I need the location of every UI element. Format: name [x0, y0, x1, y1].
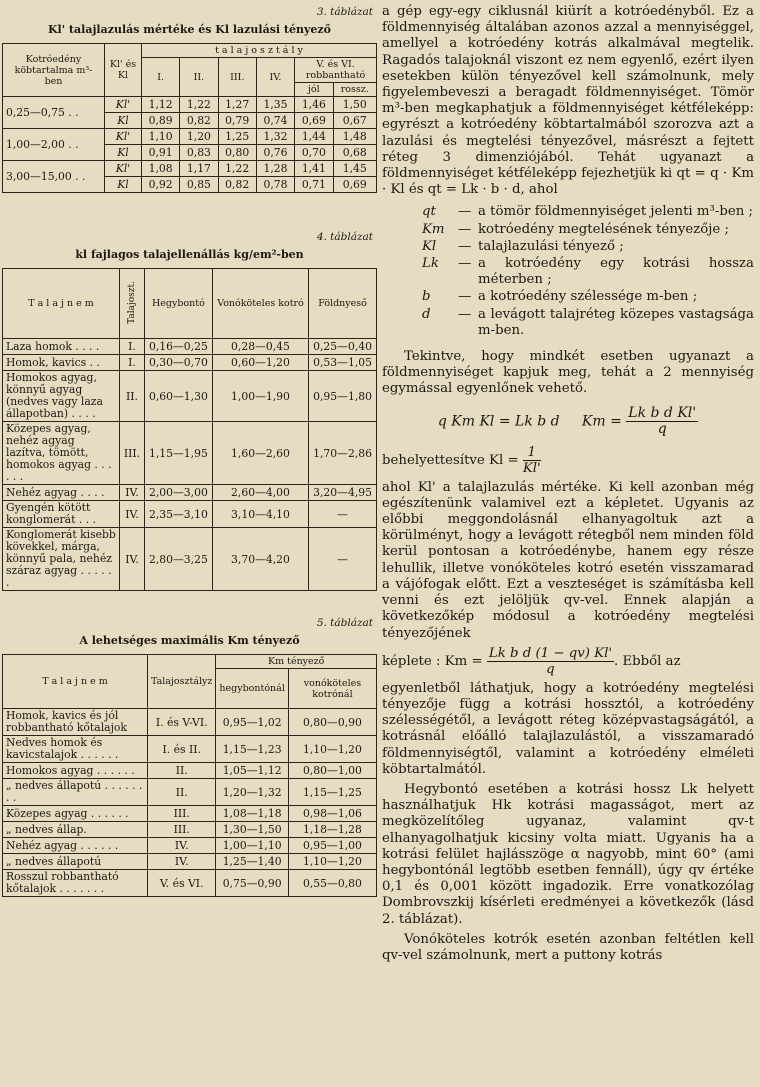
- table-row: [3, 736, 377, 763]
- left-column: [2, 6, 377, 897]
- t3-h-c5b: rossz.: [333, 83, 376, 97]
- t3-value-cell: 1,44: [295, 129, 333, 145]
- t4-soil-cell: Homokos agyag, könnyű agyag (nedves vagy laza állapotban) . . . .: [3, 371, 120, 422]
- formula-1-right-label: Km =: [581, 413, 622, 430]
- t5-class-cell: IV.: [148, 838, 216, 854]
- t3-value-cell: 0,89: [142, 113, 180, 129]
- t4-b-cell: 1,00—1,90: [212, 371, 308, 422]
- formula-1-den: q: [657, 420, 667, 437]
- symbol-dash: —: [458, 204, 472, 220]
- t3-h-group: t a l a j o s z t á l y: [142, 44, 377, 58]
- t5-soil-cell: Homok, kavics és jól robbantható kőtalajok: [3, 709, 148, 736]
- t4-h1: T a l a j n e m: [3, 269, 120, 339]
- t3-h-c5a: jól: [295, 83, 333, 97]
- t5-a-cell: 0,75—0,90: [216, 870, 288, 897]
- paragraph-2: Tekintve, hogy mindkét esetben ugyanazt a földmennyiséget kapjuk meg, tehát a 2 mennyiség egymással egyenlőnek vehető.: [382, 349, 754, 397]
- t3-body: [3, 97, 377, 193]
- t4-h2: Talajoszt.: [126, 280, 137, 324]
- t4-b-cell: 3,10—4,10: [212, 501, 308, 528]
- t4-class-cell: II.: [120, 371, 145, 422]
- t4-class-cell: I.: [120, 339, 145, 355]
- t5-soil-cell: Közepes agyag . . . . . .: [3, 806, 148, 822]
- t5-soil-cell: Nehéz agyag . . . . . .: [3, 838, 148, 854]
- table-row: [3, 870, 377, 897]
- t5-b-cell: 1,15—1,25: [288, 779, 376, 806]
- table-row: [3, 371, 377, 422]
- t3-value-cell: 0,82: [180, 113, 218, 129]
- table5-number: 5. táblázat: [316, 617, 373, 629]
- t3-h-k: Kl' és Kl: [105, 44, 142, 97]
- t5-a-cell: 1,00—1,10: [216, 838, 288, 854]
- table-row: [3, 161, 377, 177]
- t3-value-cell: 1,46: [295, 97, 333, 113]
- t5-class-cell: V. és VI.: [148, 870, 216, 897]
- table-row: [3, 485, 377, 501]
- table-row: [3, 838, 377, 854]
- t3-capacity-cell: 3,00—15,00 . .: [3, 161, 105, 193]
- t3-h-c5-sub: robbantható: [305, 70, 366, 81]
- t3-k-cell: Kl: [105, 177, 142, 193]
- table-row: [3, 355, 377, 371]
- t5-b-cell: 0,98—1,06: [288, 806, 376, 822]
- table3-number: 3. táblázat: [316, 6, 373, 18]
- t4-class-cell: IV.: [120, 528, 145, 591]
- t3-value-cell: 1,10: [142, 129, 180, 145]
- t5-soil-cell: Rosszul robbantható kőtalajok . . . . . . .: [3, 870, 148, 897]
- t3-k-cell: Kl': [105, 97, 142, 113]
- symbol-item: [422, 256, 754, 288]
- t3-h-c5: [295, 58, 377, 83]
- t5-class-cell: II.: [148, 763, 216, 779]
- t5-soil-cell: Homokos agyag . . . . . .: [3, 763, 148, 779]
- symbol-item: [422, 307, 754, 339]
- t5-class-cell: III.: [148, 806, 216, 822]
- t3-value-cell: 1,41: [295, 161, 333, 177]
- symbol-list: [382, 204, 754, 339]
- table4-title: kl fajlagos talajellenállás kg/em²-ben: [75, 248, 304, 261]
- t3-value-cell: 1,25: [218, 129, 256, 145]
- table4: [2, 268, 377, 591]
- t3-value-cell: 1,28: [256, 161, 294, 177]
- t4-c-cell: —: [309, 501, 377, 528]
- t4-soil-cell: Közepes agyag, nehéz agyag lazítva, tömött, homokos agyag . . . . . .: [3, 422, 120, 485]
- symbol-dash: —: [458, 238, 472, 254]
- symbol-item: [422, 289, 754, 305]
- t3-value-cell: 1,50: [333, 97, 376, 113]
- t3-capacity-cell: 0,25—0,75 . .: [3, 97, 105, 129]
- t3-value-cell: 1,27: [218, 97, 256, 113]
- t4-class-cell: IV.: [120, 485, 145, 501]
- t4-a-cell: 0,30—0,70: [145, 355, 213, 371]
- formula-1-num: Lk b d Kl': [628, 404, 697, 421]
- table-row: [3, 528, 377, 591]
- symbol-item: [422, 204, 754, 220]
- t3-value-cell: 1,45: [333, 161, 376, 177]
- symbol: Lk: [422, 256, 439, 272]
- t3-value-cell: 1,22: [218, 161, 256, 177]
- t3-value-cell: 1,22: [180, 97, 218, 113]
- symbol-dash: —: [458, 306, 472, 322]
- formula-1-left: q Km Kl = Lk b d: [437, 413, 560, 430]
- paragraph-1: a gép egy-egy ciklusnál kiürít a kotróedényből. Ez a földmennyiség általában azonos azzal a mennyiséggel, amellyel a kotróedény kotrás alkalmával megtelik. Ragadós talajoknál viszont ez nem egyenlő, ezért ilyen esetekben külön tényezővel kell számolnunk, mely figyelembeveszi a beragadt földmennyiséget. Tömör m³-ben megkaphatjuk a földmennyiséget kétféleképp: egyrészt a kotróedény köbtartalmából szorozva azt a lazulási és megtelési tényezővel, másrészt a fejtett réteg 3 dimenziójából. Tehát ugyanazt a földmennyiséget kétféleképp fejezhetjük ki qt = q · Km · Kl és qt = Lk · b · d, ahol: [382, 4, 754, 198]
- t4-soil-cell: Konglomerát kisebb kövekkel, márga, könnyű pala, nehéz száraz agyag . . . . . .: [3, 528, 120, 591]
- t3-value-cell: 0,70: [295, 145, 333, 161]
- paragraph-6: Hegybontó esetében a kotrási hossz Lk helyett használhatjuk Hk kotrási magasságot, mert az megközelítőleg ugyanaz, valamint qv-t elhanyagolhatjuk kicsiny volta miatt. Ugyanis ha a kotrási felület hajlásszöge α nagyobb, mint 60° (ami hegybontónál legtöbb esetben fennáll), úgy qv értéke 0,1 és 0,001 között ingadozik. Erre vonatkozólag Dombrovszkij kísérleti eredményei a következők (lásd 2. táblázat).: [382, 781, 754, 927]
- t4-h3: Hegybontó: [145, 269, 213, 339]
- table-row: [3, 339, 377, 355]
- table4-number: 4. táblázat: [316, 231, 373, 243]
- t5-h2: Talajosztályz: [148, 655, 216, 709]
- t3-value-cell: 0,67: [333, 113, 376, 129]
- t5-class-cell: II.: [148, 779, 216, 806]
- t5-class-cell: I. és V-VI.: [148, 709, 216, 736]
- t4-a-cell: 2,35—3,10: [145, 501, 213, 528]
- t5-a-cell: 1,20—1,32: [216, 779, 288, 806]
- t3-value-cell: 1,20: [180, 129, 218, 145]
- t4-c-cell: 0,53—1,05: [309, 355, 377, 371]
- t3-value-cell: 0,91: [142, 145, 180, 161]
- symbol: d: [422, 306, 431, 322]
- p4-num: Lk b d (1 − qv) Kl': [488, 645, 612, 661]
- t5-a-cell: 0,95—1,02: [216, 709, 288, 736]
- t4-body: [3, 339, 377, 591]
- t5-h4: vonóköteles kotrónál: [288, 669, 376, 709]
- symbol: b: [422, 289, 431, 305]
- t3-h-c5-label: V. és VI.: [316, 59, 355, 70]
- p4-left: képlete : Km =: [382, 653, 483, 669]
- t3-h-c3: III.: [218, 58, 256, 97]
- t5-body: [3, 709, 377, 897]
- t3-value-cell: 1,08: [142, 161, 180, 177]
- t3-value-cell: 1,17: [180, 161, 218, 177]
- paragraph-3a: [382, 445, 754, 476]
- t4-a-cell: 0,16—0,25: [145, 339, 213, 355]
- symbol-definition: talajlazulási tényező ;: [478, 238, 624, 254]
- t4-c-cell: —: [309, 528, 377, 591]
- table3: [2, 43, 377, 193]
- paragraph-7: Vonóköteles kotrók esetén azonban feltétlen kell qv-vel számolnunk, mert a puttony kotrás: [382, 931, 754, 963]
- t3-value-cell: 0,69: [333, 177, 376, 193]
- t4-b-cell: 0,60—1,20: [212, 355, 308, 371]
- t4-b-cell: 1,60—2,60: [212, 422, 308, 485]
- symbol: Kl: [422, 238, 437, 254]
- t3-k-cell: Kl: [105, 145, 142, 161]
- t3-value-cell: 0,71: [295, 177, 333, 193]
- table-row: [3, 806, 377, 822]
- table-row: [3, 422, 377, 485]
- t3-h-c4: IV.: [256, 58, 294, 97]
- symbol-item: [422, 239, 754, 255]
- t3-k-cell: Kl': [105, 161, 142, 177]
- p3a-text: behelyettesítve Kl =: [382, 452, 519, 468]
- t5-soil-cell: Nedves homok és kavicstalajok . . . . . .: [3, 736, 148, 763]
- t3-value-cell: 0,80: [218, 145, 256, 161]
- t5-h3: hegybontónál: [216, 669, 288, 709]
- symbol: qt: [422, 204, 436, 220]
- t5-a-cell: 1,25—1,40: [216, 854, 288, 870]
- symbol-definition: a tömör földmennyiséget jelenti m³-ben ;: [478, 204, 753, 220]
- symbol: Km: [422, 221, 445, 237]
- t4-soil-cell: Nehéz agyag . . . .: [3, 485, 120, 501]
- t3-value-cell: 0,79: [218, 113, 256, 129]
- t4-a-cell: 2,80—3,25: [145, 528, 213, 591]
- table-row: [3, 709, 377, 736]
- t4-soil-cell: Gyengén kötött konglomerát . . .: [3, 501, 120, 528]
- table-row: [3, 854, 377, 870]
- t5-class-cell: IV.: [148, 854, 216, 870]
- p3a-num: 1: [523, 445, 541, 461]
- t3-value-cell: 0,76: [256, 145, 294, 161]
- t4-class-cell: III.: [120, 422, 145, 485]
- table3-title: Kl' talajlazulás mértéke és Kl lazulási tényező: [48, 23, 331, 36]
- table-row: [3, 822, 377, 838]
- t3-h-capacity: Kotróedény köbtartalma m³-ben: [3, 44, 105, 97]
- t5-b-cell: 0,55—0,80: [288, 870, 376, 897]
- formula-1: [382, 406, 754, 437]
- t5-soil-cell: „ nedves állap.: [3, 822, 148, 838]
- t4-h5: Földnyeső: [309, 269, 377, 339]
- paragraph-4: [382, 646, 754, 677]
- t3-value-cell: 1,48: [333, 129, 376, 145]
- t4-h4: Vonóköteles kotró: [212, 269, 308, 339]
- t3-h-c1: I.: [142, 58, 180, 97]
- t3-value-cell: 0,92: [142, 177, 180, 193]
- t5-b-cell: 1,10—1,20: [288, 736, 376, 763]
- paragraph-3b: ahol Kl' a talajlazulás mértéke. Ki kell azonban még egészítenünk valamivel ezt a képletet. Ugyanis az előbbi meggondolásnál elhanyagoltuk azt a körülményt, hogy a levágott rétegből nem minden föld kerül pontosan a kotróedénybe, hanem egy része lehullik, illetve vonóköteles kotró esetén visszamarad a vájófogak előtt. Ezt a veszteséget is számításba kell venni és ezt jelöljük qv-vel. Ennek alapján a következőkép módosul a kotróedény megtelési tényezőjének: [382, 479, 754, 641]
- t5-soil-cell: „ nedves állapotú: [3, 854, 148, 870]
- t5-a-cell: 1,05—1,12: [216, 763, 288, 779]
- symbol-definition: a levágott talajréteg közepes vastagsága m-ben.: [478, 306, 754, 338]
- table-row: [3, 501, 377, 528]
- t5-class-cell: I. és II.: [148, 736, 216, 763]
- t3-k-cell: Kl: [105, 113, 142, 129]
- t5-class-cell: III.: [148, 822, 216, 838]
- t4-c-cell: 0,95—1,80: [309, 371, 377, 422]
- t3-value-cell: 0,69: [295, 113, 333, 129]
- table5-title: A lehetséges maximális Km tényező: [79, 634, 300, 647]
- t4-b-cell: 2,60—4,00: [212, 485, 308, 501]
- t3-value-cell: 1,32: [256, 129, 294, 145]
- t3-value-cell: 0,85: [180, 177, 218, 193]
- t5-soil-cell: „ nedves állapotú . . . . . . . .: [3, 779, 148, 806]
- t5-b-cell: 1,10—1,20: [288, 854, 376, 870]
- t4-soil-cell: Laza homok . . . .: [3, 339, 120, 355]
- t4-a-cell: 0,60—1,30: [145, 371, 213, 422]
- t5-b-cell: 1,18—1,28: [288, 822, 376, 838]
- t5-a-cell: 1,30—1,50: [216, 822, 288, 838]
- t5-group: Km tényező: [216, 655, 377, 669]
- t4-c-cell: 1,70—2,86: [309, 422, 377, 485]
- paragraph-5: egyenletből láthatjuk, hogy a kotróedény megtelési tényezője függ a kotrási hossztól, a kotróedény szélességétől, a levágott réteg középvastagságától, a kotrásnál előálló talajlazulástól, a visszamaradó földmennyiségtől, valamint a kotróedény elméleti köbtartalmától.: [382, 680, 754, 777]
- symbol-dash: —: [458, 289, 472, 305]
- t5-h1: T a l a j n e m: [3, 655, 148, 709]
- t5-a-cell: 1,08—1,18: [216, 806, 288, 822]
- p4-right: . Ebből az: [613, 653, 681, 669]
- table-row: [3, 97, 377, 113]
- t3-k-cell: Kl': [105, 129, 142, 145]
- t4-class-cell: IV.: [120, 501, 145, 528]
- t4-a-cell: 1,15—1,95: [145, 422, 213, 485]
- right-column: [382, 4, 754, 964]
- t3-value-cell: 0,78: [256, 177, 294, 193]
- symbol-definition: kotróedény megtelésének tényezője ;: [478, 221, 729, 237]
- t3-value-cell: 0,82: [218, 177, 256, 193]
- t4-class-cell: I.: [120, 355, 145, 371]
- t4-c-cell: 0,25—0,40: [309, 339, 377, 355]
- t5-b-cell: 0,95—1,00: [288, 838, 376, 854]
- t4-b-cell: 3,70—4,20: [212, 528, 308, 591]
- t4-soil-cell: Homok, kavics . .: [3, 355, 120, 371]
- symbol-item: [422, 222, 754, 238]
- t5-a-cell: 1,15—1,23: [216, 736, 288, 763]
- t4-a-cell: 2,00—3,00: [145, 485, 213, 501]
- t3-value-cell: 0,74: [256, 113, 294, 129]
- table-row: [3, 779, 377, 806]
- t4-b-cell: 0,28—0,45: [212, 339, 308, 355]
- t4-c-cell: 3,20—4,95: [309, 485, 377, 501]
- t3-value-cell: 1,35: [256, 97, 294, 113]
- table-row: [3, 763, 377, 779]
- t3-value-cell: 0,68: [333, 145, 376, 161]
- symbol-dash: —: [458, 221, 472, 237]
- t3-h-c2: II.: [180, 58, 218, 97]
- table-row: [3, 129, 377, 145]
- symbol-definition: a kotróedény egy kotrási hossza méterben ;: [478, 256, 754, 288]
- table5: [2, 654, 377, 897]
- t3-value-cell: 1,12: [142, 97, 180, 113]
- symbol-definition: a kotróedény szélessége m-ben ;: [478, 289, 698, 305]
- t3-value-cell: 0,83: [180, 145, 218, 161]
- p4-den: q: [546, 661, 555, 677]
- symbol-dash: —: [458, 256, 472, 272]
- t5-b-cell: 0,80—0,90: [288, 709, 376, 736]
- t5-b-cell: 0,80—1,00: [288, 763, 376, 779]
- p3a-den: Kl': [522, 460, 541, 476]
- t3-capacity-cell: 1,00—2,00 . .: [3, 129, 105, 161]
